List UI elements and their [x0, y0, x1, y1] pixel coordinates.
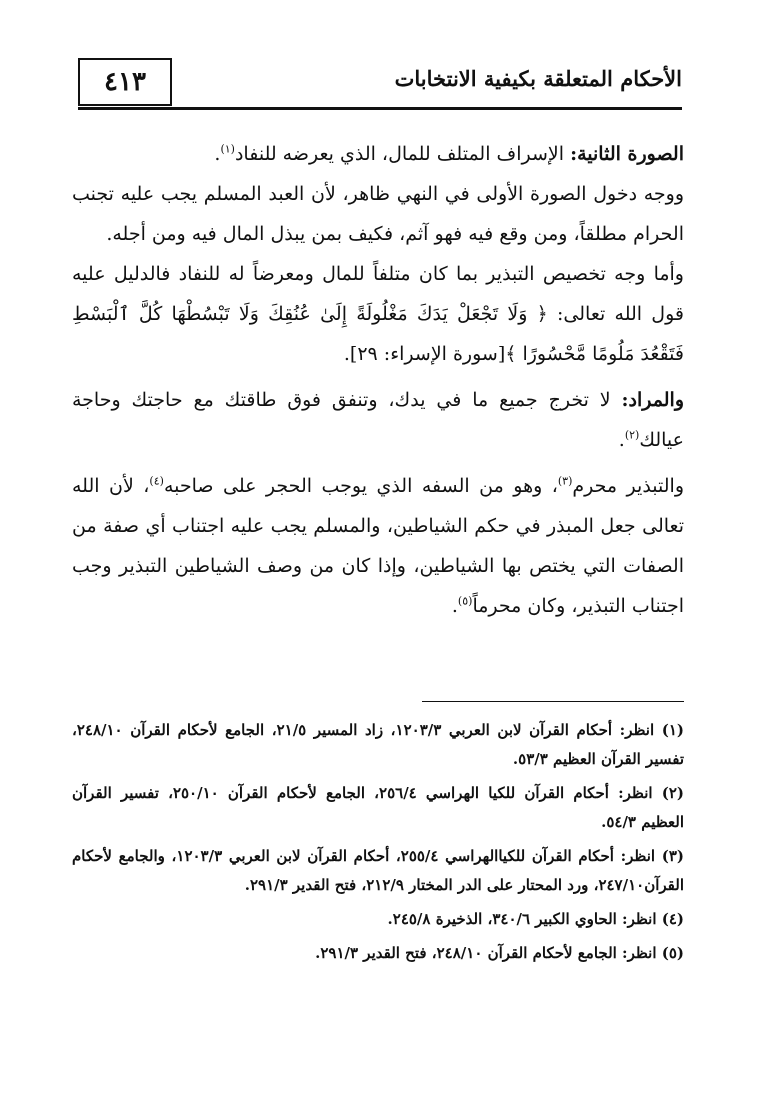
main-text — [72, 134, 684, 626]
section-lead: الصورة الثانية: — [570, 143, 684, 165]
footnote-4: (٤) انظر: الحاوي الكبير ٣٤٠/٦، الذخيرة ٢٤٥/٨. — [387, 910, 684, 928]
footnote-3: (٣) انظر: أحكام القرآن للكياالهراسي ٢٥٥/٤، أحكام القرآن لابن العربي ١٢٠٣/٣، والجامع لأحكام القرآن٢٤٧/١٠، ورد المحتار على الدر المختار ٢١٢/٩، فتح القدير ٢٩١/٣. — [72, 847, 684, 894]
paragraph-2: ووجه دخول الصورة الأولى في النهي ظاهر، لأن العبد المسلم يجب عليه تجنب الحرام مطلقاً، ومن وقع فيه فهو آثم، فكيف بمن يبذل المال فيه ومن أجله. — [72, 183, 684, 245]
footnote-1: (١) انظر: أحكام القرآن لابن العربي ١٢٠٣/٣، زاد المسير ٢١/٥، الجامع لأحكام القرآن ٢٤٨/١٠، تفسير القرآن العظيم ٥٣/٣. — [72, 721, 684, 768]
footnote-5: (٥) انظر: الجامع لأحكام القرآن ٢٤٨/١٠، فتح القدير ٢٩١/٣. — [315, 944, 684, 962]
footnotes — [72, 716, 684, 973]
footnote-ref-4: (٤) — [149, 474, 164, 488]
paragraph-4: والمراد: لا تخرج جميع ما في يدك، وتنفق فوق طاقتك مع حاجتك وحاجة عيالك$^{(٢)}$. — [72, 389, 684, 451]
verse-citation: [سورة الإسراء: ٢٩]. — [343, 343, 506, 365]
paragraph-5: والتبذير محرم$^{(٣)}$، وهو من السفه الذي يوجب الحجر على صاحبه$^{(٤)}$، لأن الله تعالى جعل المبذر في حكم الشياطين، والمسلم يجب عليه اجتناب أي صفة من الصفات التي يختص بها الشياطين، وإذا كان من وصف الشياطين التبذير وجب اجتناب التبذير، وكان محرماً$^{(٥)}$. — [72, 474, 685, 617]
footnote-2: (٢) انظر: أحكام القرآن للكيا الهراسي ٢٥٦/٤، الجامع لأحكام القرآن ٢٥٠/١٠، تفسير القرآن العظيم ٥٤/٣. — [72, 784, 684, 831]
header-rule — [78, 107, 682, 110]
footnote-ref-3: (٣) — [557, 474, 573, 488]
running-title: الأحكام المتعلقة بكيفية الانتخابات — [394, 66, 682, 91]
paragraph-3: وأما وجه تخصيص التبذير بما كان متلفاً للمال ومعرضاً له للنفاد فالدليل عليه قول الله تعالى: ﴿ وَلَا تَجْعَلْ يَدَكَ مَغْلُولَةً إِلَىٰ عُنُقِكَ وَلَا تَبْسُطْهَا كُلَّ ٱلْبَسْطِ فَتَقْعُدَ مَلُومًا مَّحْسُورًا ﴾[سورة الإسراء: ٢٩]. — [72, 263, 684, 365]
footnote-ref-5: (٥) — [457, 594, 473, 608]
section-lead: والمراد: — [621, 389, 684, 411]
quran-verse: ﴿ وَلَا تَجْعَلْ يَدَكَ مَغْلُولَةً إِلَىٰ عُنُقِكَ وَلَا تَبْسُطْهَا كُلَّ ٱلْبَسْطِ فَتَقْعُدَ مَلُومًا مَّحْسُورًا ﴾ — [72, 303, 684, 365]
page-number: ٤١٣ — [78, 58, 172, 106]
page-header — [78, 52, 682, 108]
footnote-ref-1: (١) — [220, 142, 235, 156]
footnote-ref-2: (٢) — [624, 428, 640, 442]
paragraph-1: الصورة الثانية: الإسراف المتلف للمال، الذي يعرضه للنفاد$^{(١)}$. — [214, 142, 684, 165]
footnote-separator — [422, 701, 684, 702]
